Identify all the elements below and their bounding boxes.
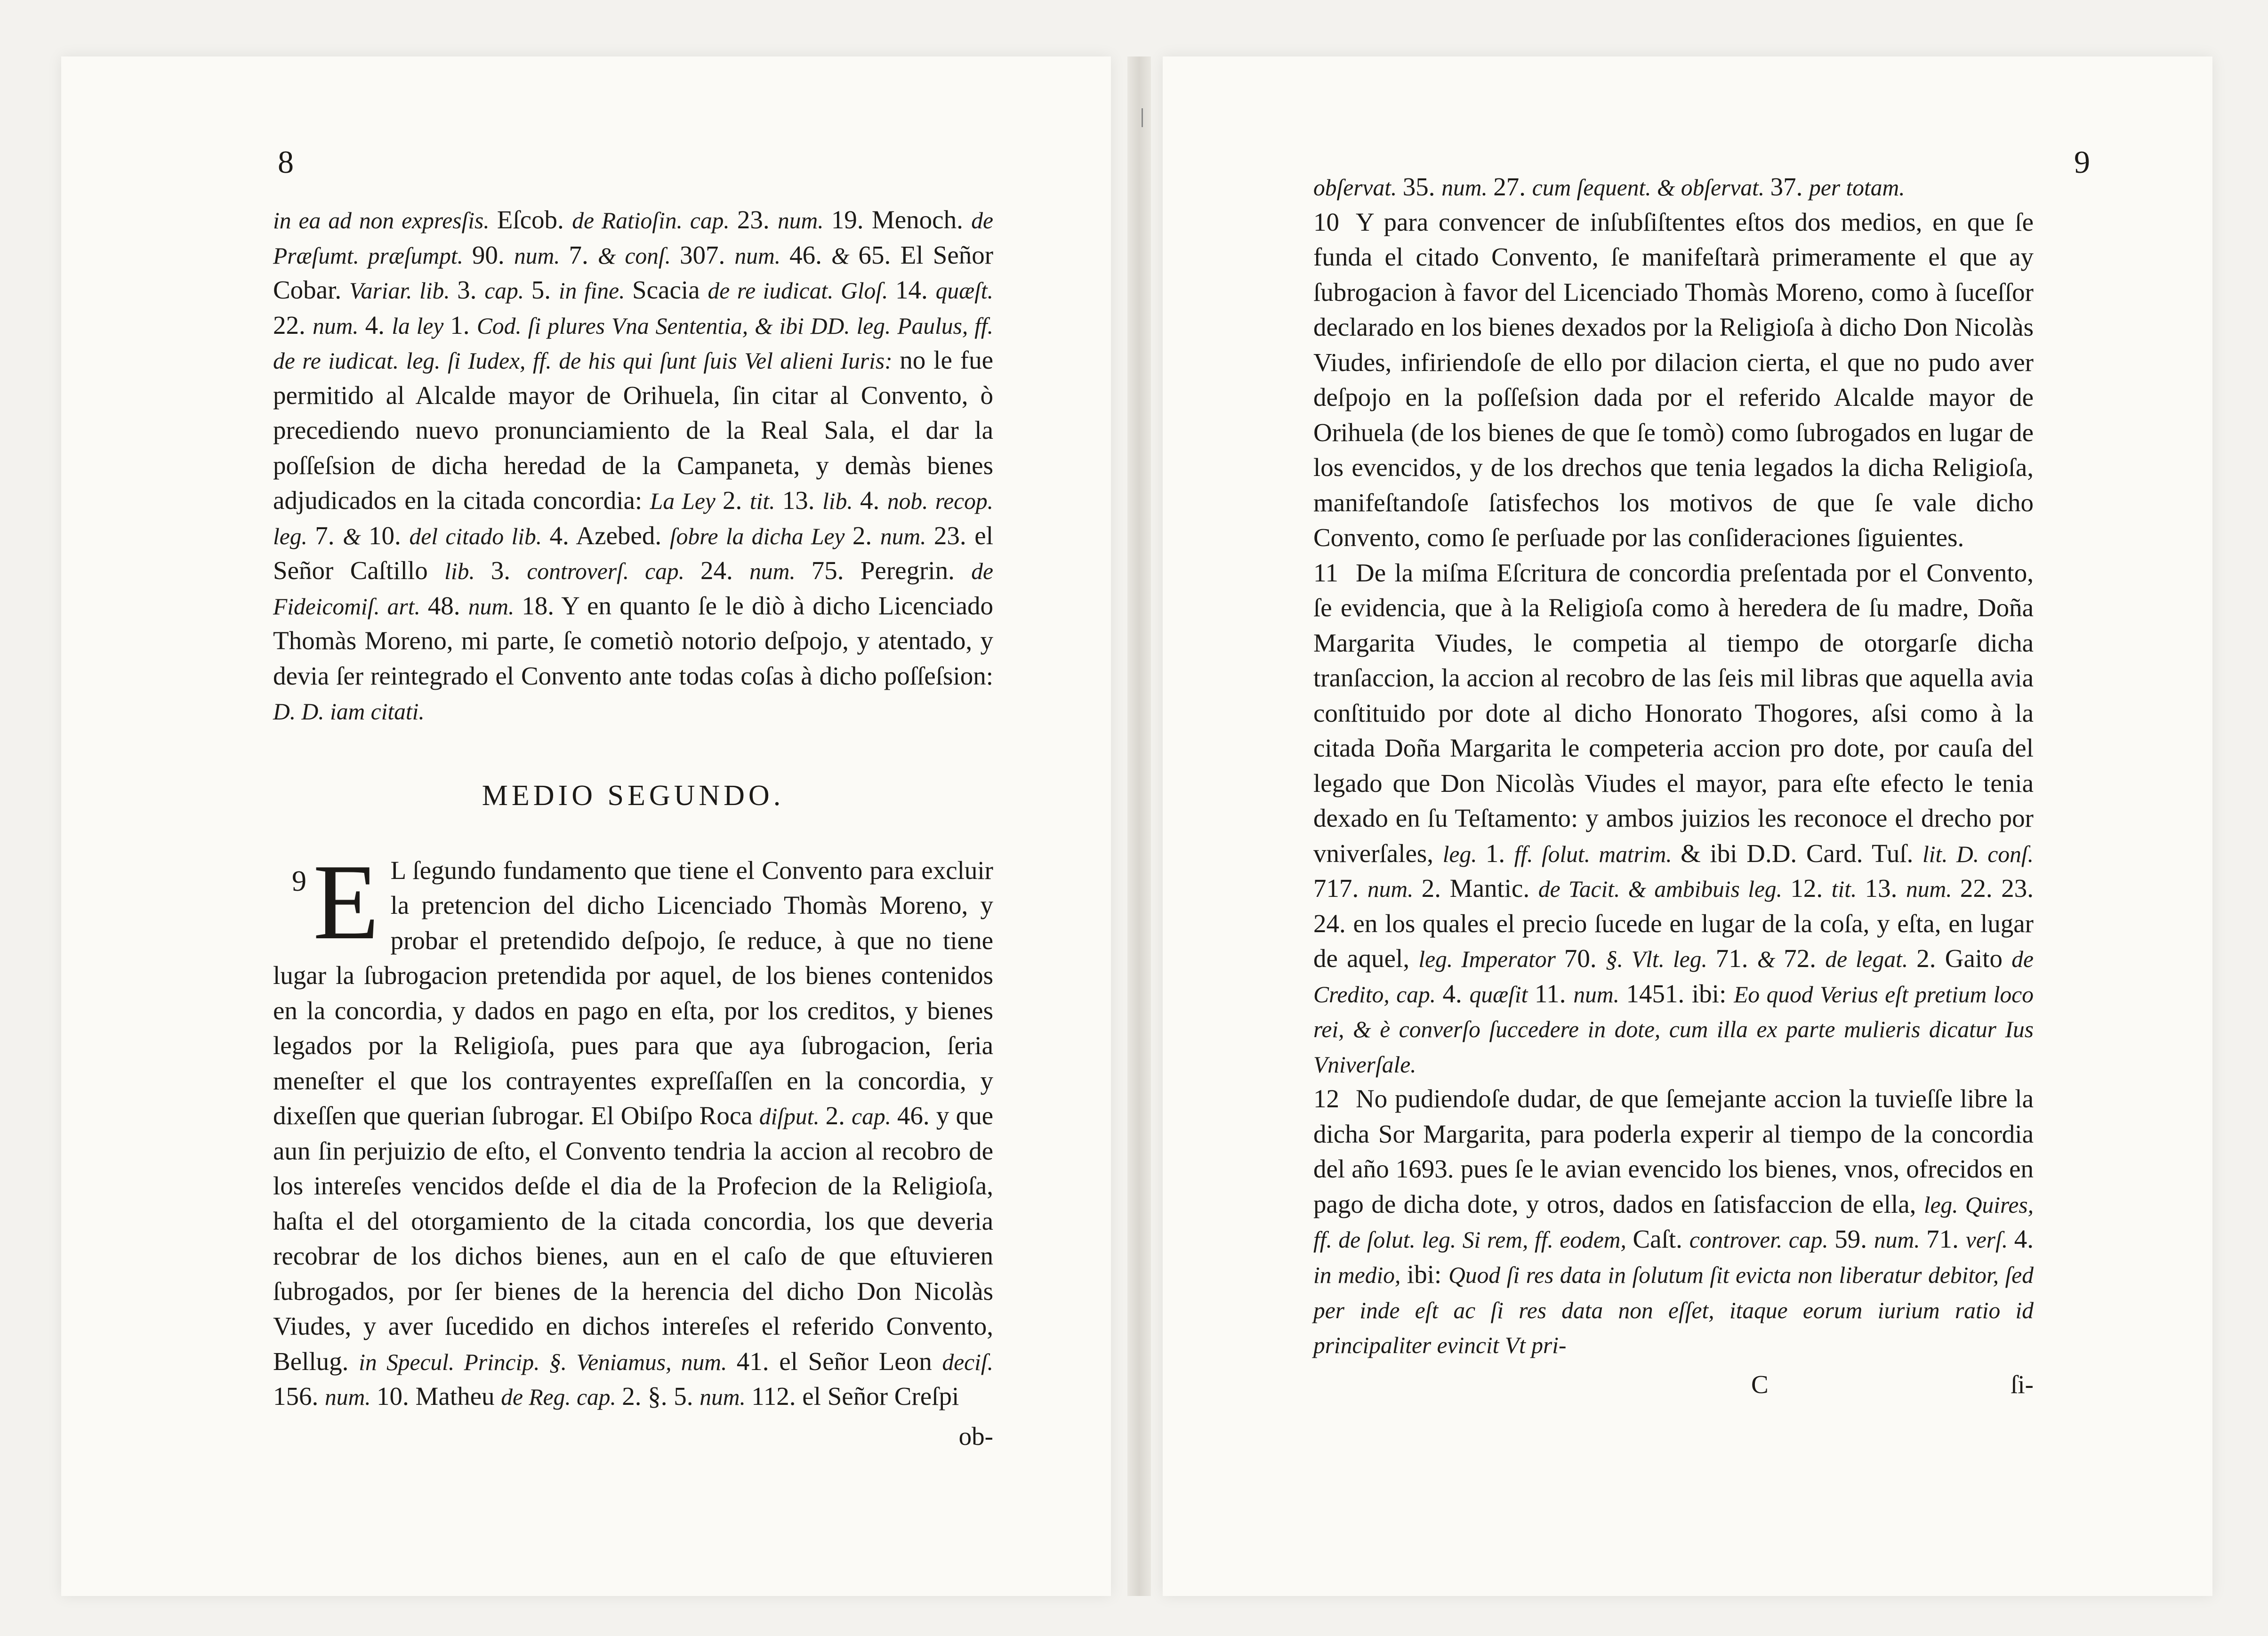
paragraph-number: 9 [292,865,306,897]
text-run: 1. [450,310,477,339]
italic-citation: lit. D. conſ. [1922,841,2034,867]
text-run: ibi: [1407,1259,1449,1289]
italic-citation: in medio, [1313,1262,1407,1288]
text-run: No pudiendoſe dudar, de que ſemejante accion la tuvieſſe libre la dicha Sor Margarita, para poderla experir al tiempo de la concordia del año 1693. pues ſe le avian evencido los bienes, vnos, ofrecidos en pago de dicha dote, y otros, dados en ſatisfaccion de ella, [1313,1084,2034,1218]
paragraph-11 [1313,556,2034,1082]
text-run: 717. [1313,874,1367,903]
paragraph-12 [1313,1081,2034,1362]
text-run: 27. [1493,172,1532,201]
italic-citation: Eo quod Verius eſt pretium loco rei, & è converſo ſuccedere in dote, cum illa ex parte mulieris dicatur Ius Vniverſale. [1313,981,2034,1078]
text-run: 23. [737,205,778,234]
right-page [1163,56,2212,1596]
italic-citation: leg. Quires, ff. de ſolut. leg. Si rem, ff. eodem, [1313,1192,2034,1253]
text-run: Y para convencer de inſubſiſtentes eſtos dos medios, en que ſe funda el citado Convento, ſe manifeſtarà primeramente el que ay ſubrogacion à favor del Licenciado Thomàs Moreno, como à ſuceſſor declarado en los bienes dexados por la Religioſa à dicho Don Nicolàs Viudes, infiriendoſe de ello por dilacion cierta, el que no pudo aver deſpojo en la poſſeſsion dada por el referido Alcalde mayor de Orihuela (de los bienes de que ſe tomò) como ſubrogados en lugar de los evencidos, y de los drechos que tenia legados la dicha Religioſa, manifeſtandoſe ſatisfechos los motivos de que ſe vale dicho Convento, como ſe perſuade por las conſideraciones ſiguientes. [1313,207,2034,552]
text-run: 3. [491,556,527,585]
text-run: Scacia [632,275,708,305]
text-run: 1451. ibi: [1626,979,1734,1008]
text-run: & ibi D.D. Card. Tuſ. [1681,838,1923,868]
italic-citation: num. [778,208,831,234]
section-heading: MEDIO SEGUNDO. [482,779,785,812]
text-run: 65. El Señor Cobar. [273,240,994,305]
text-run: 2. Mantic. [1421,874,1538,903]
italic-citation: ff. ſolut. matrim. [1514,841,1681,867]
italic-citation: in Specul. Princip. §. Veniamus, num. [359,1349,737,1375]
text-run: 1. [1485,838,1514,868]
text-run: 37. [1770,172,1810,201]
text-run: 7. [315,521,343,550]
text-run: 35. [1402,172,1442,201]
italic-citation: num. [313,313,365,339]
text-run: 5. [531,275,559,305]
italic-citation: num. [1441,175,1494,201]
text-run: 2. [825,1101,852,1130]
italic-citation: num. [1367,876,1422,903]
text-run: 10. Matheu [377,1382,501,1411]
text-run: 13. [782,486,823,515]
italic-citation: num. [700,1384,752,1410]
citation-text [273,205,993,620]
text-run: 41. el Señor Leon [736,1346,942,1376]
italic-citation: controverſ. cap. [527,558,700,585]
text-run: 4. [365,310,392,339]
paragraph-text [1313,1084,2034,1359]
paragraph-10 [1313,205,2034,556]
italic-citation: cum ſequent. & obſervat. [1532,175,1770,201]
text-run: 112. el Señor Creſpi [751,1382,959,1411]
italic-citation: La Ley [650,488,723,515]
text-run: 13. [1865,874,1906,903]
italic-citation: num. [325,1384,377,1410]
italic-citation: de Reg. cap. [501,1384,622,1410]
italic-citation: deciſ. [942,1349,994,1375]
text-run: 7. [569,240,598,269]
italic-citation: cap. [484,278,531,304]
text-run: 24. [700,556,750,585]
text-run: 4. [860,486,887,515]
text-run: 2. §. 5. [622,1382,700,1411]
italic-citation: num. [749,558,812,585]
italic-citation: tit. [749,488,782,515]
italic-citation: de Credito, cap. [1313,946,2034,1007]
text-run: 11. [1534,979,1574,1008]
italic-citation: nob. recop. leg. [273,488,994,549]
italic-citation: ſobre la dicha Ley [669,523,853,549]
text-run: no le fue permitido al Alcalde mayor de Orihuela, ſin citar al Convento, ò precediendo nuevo pronunciamiento de la Real Sala, el dar la poſſeſsion de dicha heredad de la Campaneta, y demàs bienes adjudicados en la citada concordia: [273,346,994,515]
italic-citation: leg. [1442,841,1486,867]
citation-end: D. D. iam citati. [273,699,425,725]
italic-citation: de Ratioſin. cap. [572,208,737,234]
signature-mark: C [1751,1370,1769,1399]
italic-citation: diſput. [759,1104,826,1130]
paragraph-text [1313,172,1905,201]
italic-citation: obſervat. [1313,175,1403,201]
left-text-column [273,202,993,1454]
italic-citation: de re iudicat. Gloſ. [708,278,895,304]
italic-citation: verſ. [1965,1227,2014,1253]
text-run: 48. [427,591,468,620]
text-run: 23. el Señor Caſtillo [273,521,993,585]
italic-citation: controver. cap. [1689,1227,1835,1253]
italic-citation: num. [1874,1227,1927,1253]
italic-citation: num. [468,593,522,620]
italic-citation: per totam. [1809,175,1905,201]
paragraph-number: 10 [1313,207,1339,236]
italic-citation: Variar. lib. [349,278,458,304]
italic-citation: quæſit [1469,981,1535,1007]
text-run: 4. [1442,979,1470,1008]
italic-citation: cap. [852,1104,897,1130]
italic-citation: & [343,523,369,549]
text-run: 71. [1926,1225,1966,1254]
text-run: 2. [723,486,750,515]
text-run: 90. [472,240,514,269]
text-run: 2. Gaito [1916,944,2012,973]
italic-citation: del citado lib. [409,523,550,549]
italic-citation: leg. Imperator [1418,946,1564,973]
italic-citation: num. [734,242,790,269]
paragraph-number: 11 [1313,558,1338,587]
text-run: L ſegundo fundamento que tiene el Convento para excluir la pretencion del dicho Licenciado Thomàs Moreno, y probar el pretendido deſpojo, ſe reduce, à que no tiene lugar la ſubrogacion pretendida por aquel, de los bienes contenidos en la concordia, y dados en pago en eſta, por los creditos, y bienes legados por la Religioſa, pues para que aya ſubrogacion, ſeria meneſter el que los contrayentes expreſſaſſen en la concordia, y dixeſſen que querian ſubrogar. El Obiſpo Roca [273,855,993,1130]
gutter-mark [1142,108,1143,127]
italic-citation: num. [880,523,934,549]
text-run: 59. [1834,1225,1874,1254]
paragraph-9 [273,841,994,1414]
italic-citation: la ley [392,313,450,339]
paragraph-text [1313,558,2034,1078]
left-page [61,56,1111,1596]
text-run: 3. [457,275,485,305]
italic-citation: §. Vlt. leg. [1605,946,1716,973]
paragraph-continuation [273,202,993,729]
drop-cap: E [313,841,379,962]
text-run: 12. [1790,874,1832,903]
catchword: ſi- [2011,1370,2034,1399]
italic-citation: lib. [822,488,861,515]
text-run: 307. [679,240,735,269]
text-run: 46. [789,240,832,269]
text-run: 156. [273,1382,325,1411]
paragraph-text [273,841,994,1411]
text-run: Eſcob. [497,205,572,234]
italic-citation: num. [514,242,569,269]
italic-citation: in ea ad non expresſis. [273,208,497,234]
catchword: ob- [958,1421,993,1451]
paragraph-opening [1313,169,2034,205]
italic-citation: & [831,242,859,269]
text-run: 18. [522,591,554,620]
italic-citation: quæſt. [935,278,993,304]
paragraph-number: 12 [1313,1084,1339,1113]
book-gutter [1127,56,1151,1596]
text-run: 70. [1564,944,1606,973]
italic-citation: Quod ſi res data in ſolutum ſit evicta non liberatur debitor, ſed per inde eſt ac ſi res data non eſſet, itaque eorum iurium ratio id principaliter evincit Vt pri- [1313,1262,2034,1359]
text-run: Caſt. [1633,1225,1689,1254]
citation-continuation: Y en quanto ſe le diò à dicho Licenciado Thomàs Moreno, mi parte, ſe cometiò notorio deſpojo, y atentado, y devia ſer reintegrado el Convento ante todas coſas à dicho poſſeſsion: [273,591,994,690]
italic-citation: Cod. ſi plures Vna Sententia, & ibi DD. leg. Paulus, ff. de re iudicat. leg. ſi Iudex, ff. de his qui ſunt ſuis Vel alieni Iuris: [273,313,994,374]
footer-line [1313,1367,2034,1405]
italic-citation: in fine. [558,278,633,304]
text-run: 19. Menoch. [831,205,972,234]
italic-citation: de Fideicomiſ. art. [273,558,994,620]
text-run: 4. [2014,1225,2034,1254]
page-number: 8 [278,144,294,180]
text-run: 22. 23. 24. en los quales el precio ſucede en lugar de la coſa, y eſta, en lugar de aquel, [1313,874,2034,973]
italic-citation: de legat. [1825,946,1917,973]
paragraph-text [1313,208,2034,552]
text-run: 2. [852,521,880,550]
italic-citation: & [1757,946,1784,973]
italic-citation: de Præſumt. præſumpt. [273,208,994,269]
italic-citation: tit. [1831,876,1865,903]
italic-citation: num. [1906,876,1960,903]
right-text-column [1313,169,2034,1405]
text-run: De la miſma Eſcritura de concordia preſentada por el Convento, ſe evidencia, que à la Religioſa como à heredera de ſu madre, Doña Margarita Viudes, le competia al tiempo de otorgarſe dicha tranſaccion, la accion al recobro de las ſeis mil libras que aquella avia conſtituido por dote al dicho Honorato Thogores, aſsi como à la citada Doña Margarita le competeria accion pro dote, por cauſa del legado que Don Nicolàs Viudes el mayor, para eſte efecto le tenia dexado en ſu Teſtamento: y ambos juizios les reconoce el drecho por vniverſales, [1313,558,2034,868]
text-run: 14. [895,275,936,305]
italic-citation: lib. [444,558,491,585]
italic-citation: num. [1573,981,1626,1007]
page-number: 9 [2074,144,2090,180]
text-run: 10. [369,521,410,550]
text-run: 46. y que aun ſin perjuizio de eſto, el Convento tendria la accion al recobro de los intereſes vencidos deſde el dia de la Profecion de la Religioſa, haſta el del otorgamiento de la citada concordia, los que deveria recobrar de los dichos bienes, aun en el caſo de que eſtuvieren ſubrogados, por ſer bienes de la herencia del dicho Don Nicolàs Viudes, y aver ſucedido en dichos intereſes el referido Convento, Bellug. [273,1101,994,1376]
italic-citation: & conſ. [598,242,680,269]
text-run: 71. [1715,944,1757,973]
italic-citation: de Tacit. & ambibuis leg. [1538,876,1791,903]
text-run: 4. Azebed. [549,521,670,550]
text-run: 72. [1784,944,1826,973]
text-run: 22. [273,310,313,339]
text-run: 75. Peregrin. [811,556,972,585]
